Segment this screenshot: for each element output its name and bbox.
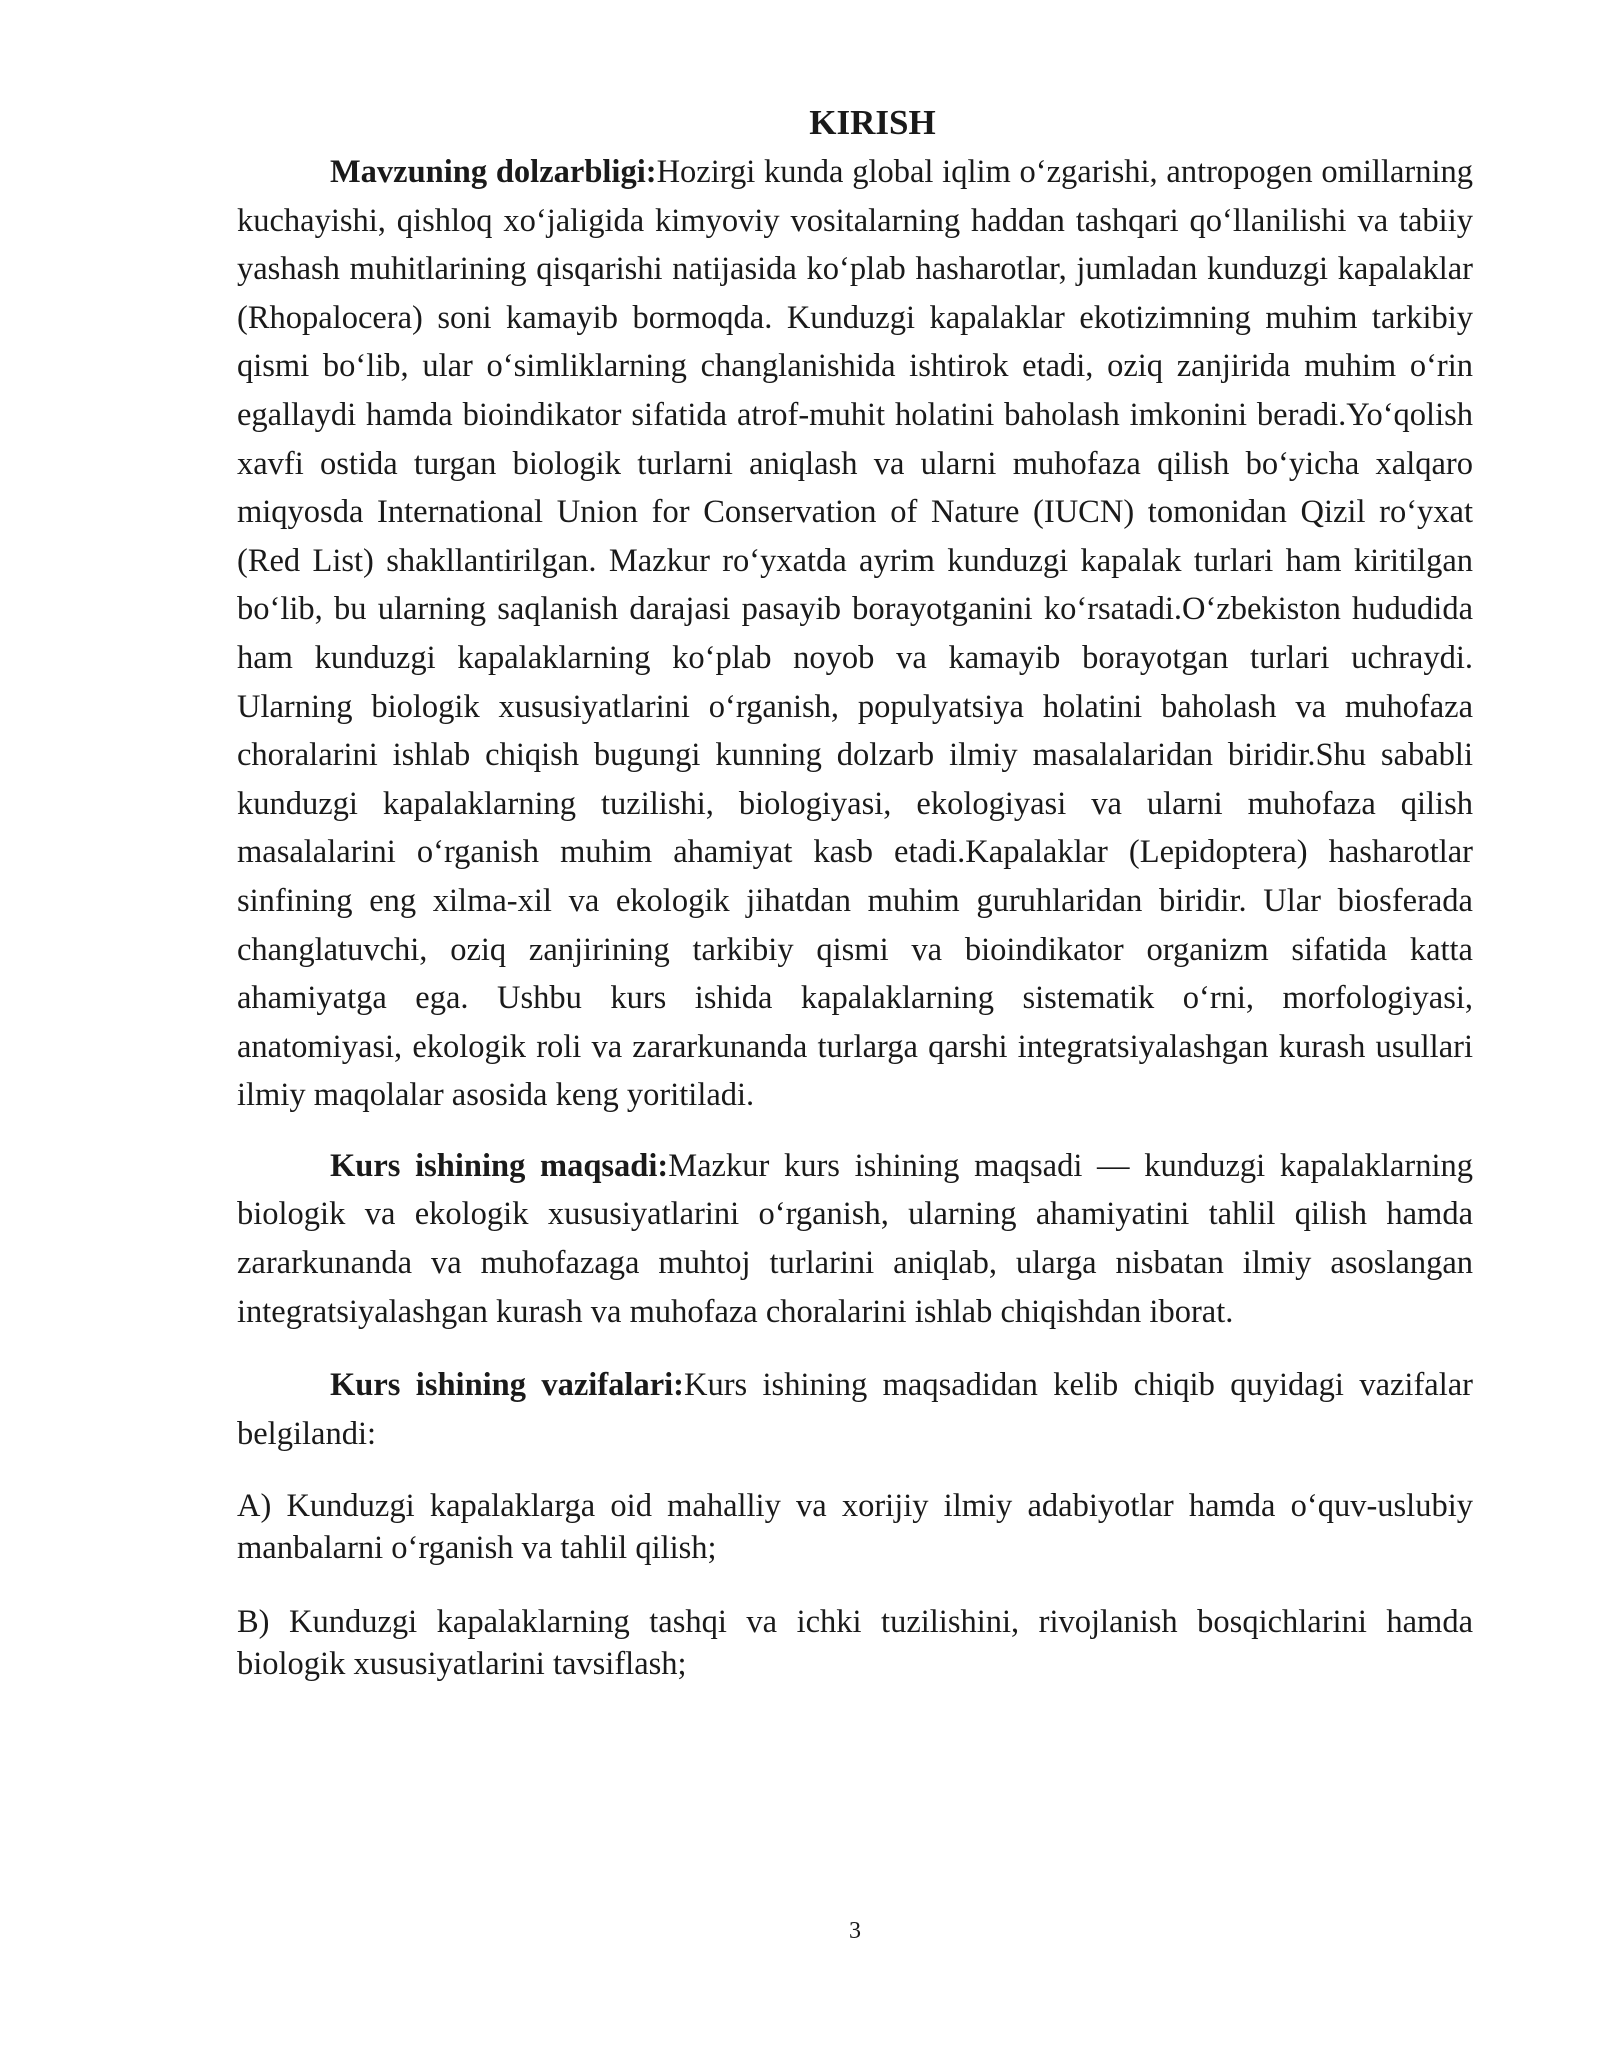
paragraph-relevance [237, 148, 1473, 1120]
paragraph-tasks [237, 1361, 1473, 1458]
task-item-a: A) Kunduzgi kapalaklarga oid mahalliy va xorijiy ilmiy adabiyotlar hamda o‘quv-uslubiy manbalarni o‘rganish va tahlil qilish; [237, 1488, 1473, 1567]
document-page [237, 98, 1473, 1685]
tasks-heading: Kurs ishining vazifalari: [330, 1367, 684, 1404]
task-item-b: B) Kunduzgi kapalaklarning tashqi va ichki tuzilishini, rivojlanish bosqichlarini hamda biologik xususiyatlarini tavsiflash; [237, 1604, 1473, 1683]
relevance-text: Hozirgi kunda global iqlim o‘zgarishi, antropogen omillarning kuchayishi, qishloq xo‘jaligida kimyoviy vositalarning haddan tashqari qo‘llanilishi va tabiiy yashash muhitlarining qisqarishi natijasida ko‘plab hasharotlar, jumladan kunduzgi kapalaklar (Rhopalocera) soni kamayib bormoqda. Kunduzgi kapalaklar ekotizimning muhim tarkibiy qismi bo‘lib, ular o‘simliklarning changlanishida ishtirok etadi, oziq zanjirida muhim o‘rin egallaydi hamda bioindikator sifatida atrof-muhit holatini baholash imkonini beradi.Yo‘qolish xavfi ostida turgan biologik turlarni aniqlash va ularni muhofaza qilish bo‘yicha xalqaro miqyosda International Union for Conservation of Nature (IUCN) tomonidan Qizil ro‘yxat (Red List) shakllantirilgan. Mazkur ro‘yxatda ayrim kunduzgi kapalak turlari ham kiritilgan bo‘lib, bu ularning saqlanish darajasi pasayib borayotganini ko‘rsatadi.O‘zbekiston hududida ham kunduzgi kapalaklarning ko‘plab noyob va kamayib borayotgan turlari uchraydi. Ularning biologik xususiyatlarini o‘rganish, populyatsiya holatini baholash va muhofaza choralarini ishlab chiqish bugungi kunning dolzarb ilmiy masalalaridan biridir.Shu sababli kunduzgi kapalaklarning tuzilishi, biologiyasi, ekologiyasi va ularni muhofaza qilish masalalarini o‘rganish muhim ahamiyat kasb etadi.Kapalaklar (Lepidoptera) hasharotlar sinfining eng xilma-xil va ekologik jihatdan muhim guruhlaridan biridir. Ular biosferada changlatuvchi, oziq zanjirining tarkibiy qismi va bioindikator organizm sifatida katta ahamiyatga ega. Ushbu kurs ishida kapalaklarning sistematik o‘rni, morfologiyasi, anatomiyasi, ekologik roli va zararkunanda turlarga qarshi integratsiyalashgan kurash usullari ilmiy maqolalar asosida keng yoritiladi. [237, 154, 1473, 1114]
goal-text: Mazkur kurs ishining maqsadi — kunduzgi kapalaklarning biologik va ekologik xususiyatlarini o‘rganish, ularning ahamiyatini tahlil qilish hamda zararkunanda va muhofazaga muhtoj turlarini aniqlab, ularga nisbatan ilmiy asoslangan integratsiyalashgan kurash va muhofaza choralarini ishlab chiqishdan iborat. [237, 1147, 1473, 1330]
relevance-heading: Mavzuning dolzarbligi: [330, 154, 657, 190]
tasks-text: Kurs ishining maqsadidan kelib chiqib quyidagi vazifalar belgilandi: [237, 1367, 1473, 1452]
paragraph-goal [237, 1142, 1473, 1336]
document-title: KIRISH [809, 103, 936, 142]
page-number: 3 [849, 1918, 861, 1944]
goal-heading: Kurs ishining maqsadi: [330, 1147, 669, 1184]
